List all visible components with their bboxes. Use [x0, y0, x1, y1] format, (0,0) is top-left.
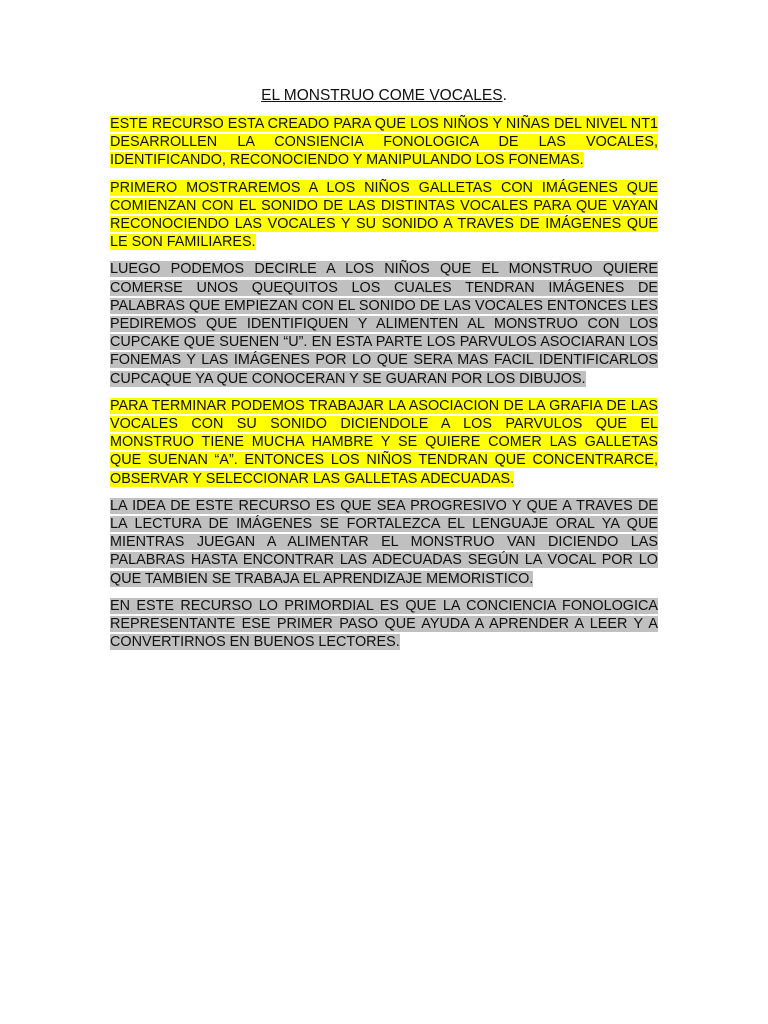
paragraph-1-text: ESTE RECURSO ESTA CREADO PARA QUE LOS NIÑOS Y NIÑAS DEL NIVEL NT1 DESARROLLEN LA CONSIENCIA FONOLOGICA DE LAS VOCALES, IDENTIFICANDO, RECONOCIENDO Y MANIPULANDO LOS FONEMAS.: [110, 116, 658, 169]
paragraph-4: [110, 397, 658, 488]
paragraph-2: [110, 179, 658, 252]
document-title-period: .: [502, 87, 507, 104]
paragraph-1: [110, 115, 658, 170]
paragraph-6: [110, 597, 658, 652]
paragraph-3-text: LUEGO PODEMOS DECIRLE A LOS NIÑOS QUE EL MONSTRUO QUIERE COMERSE UNOS QUEQUITOS LOS CUALES TENDRAN IMÁGENES DE PALABRAS QUE EMPIEZAN CON EL SONIDO DE LAS VOCALES ENTONCES LES PEDIREMOS QUE IDENTIFIQUEN Y ALIMENTEN AL MONSTRUO CON LOS CUPCAKE QUE SUENEN “U”. EN ESTA PARTE LOS PARVULOS ASOCIARAN LOS FONEMAS Y LAS IMÁGENES POR LO QUE SERA MAS FACIL IDENTIFICARLOS CUPCAQUE YA QUE CONOCERAN Y SE GUARAN POR LOS DIBUJOS.: [110, 261, 658, 387]
document-title: [110, 86, 658, 106]
paragraph-4-text: PARA TERMINAR PODEMOS TRABAJAR LA ASOCIACION DE LA GRAFIA DE LAS VOCALES CON SU SONIDO DICIENDOLE A LOS PARVULOS QUE EL MONSTRUO TIENE MUCHA HAMBRE Y SE QUIERE COMER LAS GALLETAS QUE SUENAN “A”. ENTONCES LOS NIÑOS TENDRAN QUE CONCENTRARCE, OBSERVAR Y SELECCIONAR LAS GALLETAS ADECUADAS.: [110, 397, 658, 487]
paragraph-3: [110, 260, 658, 387]
paragraph-6-text: EN ESTE RECURSO LO PRIMORDIAL ES QUE LA CONCIENCIA FONOLOGICA REPRESENTANTE ESE PRIMER PASO QUE AYUDA A APRENDER A LEER Y A CONVERTIRNOS EN BUENOS LECTORES.: [110, 597, 658, 651]
paragraph-5-text: LA IDEA DE ESTE RECURSO ES QUE SEA PROGRESIVO Y QUE A TRAVES DE LA LECTURA DE IMÁGENES SE FORTALEZCA EL LENGUAJE ORAL YA QUE MIENTRAS JUEGAN A ALIMENTAR EL MONSTRUO VAN DICIENDO LAS PALABRAS HASTA ENCONTRAR LAS ADECUADAS SEGÚN LA VOCAL POR LO QUE TAMBIEN SE TRABAJA EL APRENDIZAJE MEMORISTICO.: [110, 497, 658, 587]
paragraph-2-text: PRIMERO MOSTRAREMOS A LOS NIÑOS GALLETAS CON IMÁGENES QUE COMIENZAN CON EL SONIDO DE LAS DISTINTAS VOCALES PARA QUE VAYAN RECONOCIENDO LAS VOCALES Y SU SONIDO A TRAVES DE IMÁGENES QUE LE SON FAMILIARES.: [110, 179, 658, 251]
document-title-text: EL MONSTRUO COME VOCALES: [261, 87, 503, 104]
paragraph-5: [110, 497, 658, 588]
